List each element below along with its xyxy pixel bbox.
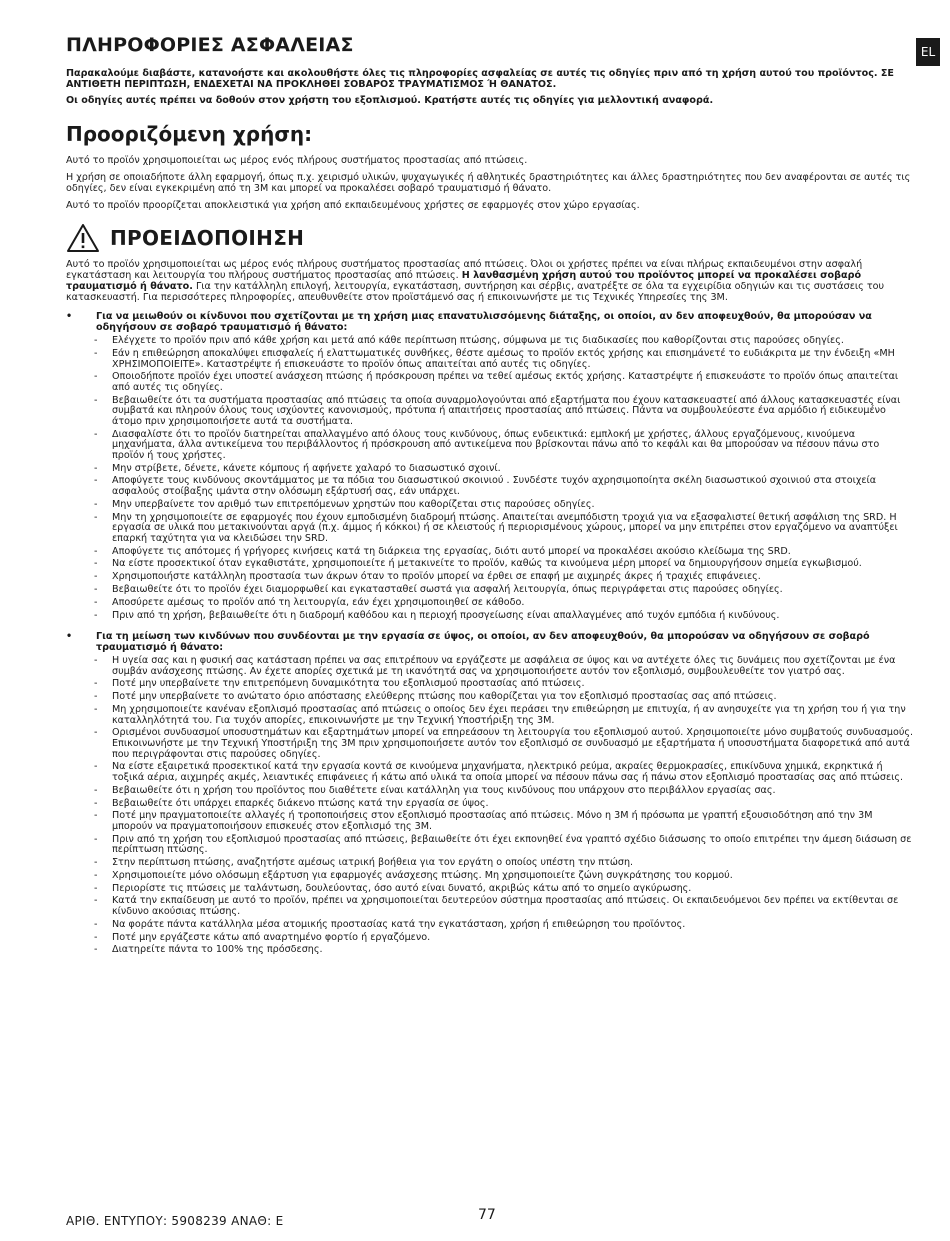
intended-use-paragraph: Αυτό το προϊόν χρησιμοποιείται ως μέρος ενός πλήρους συστήματος προστασίας από πτώσεις. (66, 155, 528, 167)
warning-item (94, 598, 914, 609)
warning-item-text: Ορισμένοι συνδυασμοί υποσυστημάτων και εξαρτημάτων μπορεί να επηρεάσουν τη λειτουργία του εξοπλισμού αυτού. Χρησιμοποιείτε μόνο συμβατούς συνδυασμούς. Επικοινωνήστε με την Τεχνική Υποστήριξη της 3M πριν χρησιμοποιήσετε αυτόν τον εξοπλισμό σε συνδυασμό με εξαρτήματα ή υποσυστήματα διαφορετικά από αυτά που περιγράφονται στις παρούσες οδηγίες. (112, 727, 914, 760)
warning-intro-start: Αυτό το προϊόν χρησιμοποιείται ως μέρος ενός πλήρους συστήματος προστασίας από πτώσεις. Όλοι οι χρήστες πρέπει να είναι πλήρως εκπαιδευμένοι στην ασφαλή εγκατάσταση και λειτουργία του πλήρους συστήματος προστασίας από πτώσεις. (66, 259, 863, 282)
dash-icon: - (94, 475, 98, 487)
warning-heading: ΠΡΟΕΙΔΟΠΟΙΗΣΗ (110, 226, 305, 251)
warning-item-text: Ποτέ μην πραγματοποιείτε αλλαγές ή τροποποιήσεις στον εξοπλισμό προστασίας από πτώσεις. Μόνο η 3M ή πρόσωπα με γραπτή εξουσιοδότηση από την 3M μπορούν να πραγματοποιήσουν επισκευές στον εξοπλισμό της 3M. (112, 810, 873, 832)
dash-icon: - (94, 545, 98, 557)
dash-icon: - (94, 335, 98, 347)
dash-icon: - (94, 833, 98, 845)
warning-item (94, 372, 914, 393)
warning-item (94, 692, 914, 703)
warning-item-text: Βεβαιωθείτε ότι υπάρχει επαρκές διάκενο πτώσης κατά την εργασία σε ύψος. (112, 797, 489, 809)
warning-item-text: Χρησιμοποιείτε μόνο ολόσωμη εξάρτυση για εφαρμογές ανάσχεσης πτώσης. Μη χρησιμοποιείτε ζώνη συγκράτησης του κορμού. (112, 869, 733, 881)
warning-item-list (66, 336, 914, 621)
warning-groups (66, 311, 914, 956)
warning-item-text: Βεβαιωθείτε ότι η χρήση του προϊόντος που διαθέτετε είναι κατάλληλη για τους κινδύνους που υπάρχουν στο περιβάλλον εργασίας σας. (112, 784, 776, 796)
language-tab: EL (916, 38, 940, 66)
warning-item (94, 513, 914, 545)
warning-item-text: Βεβαιωθείτε ότι τα συστήματα προστασίας από πτώσεις τα οποία συναρμολογούνται από εξαρτήματα που έχουν κατασκευαστεί από άλλους κατασκευαστές είναι συμβατά και πληρούν όλους τους ισχύοντες κανονισμούς, πρότυπα ή απαιτήσεις προστασίας από πτώσεις. Πάντα να συμβουλεύεστε ένα αρμόδιο ή ειδικευμένο άτομο πριν χρησιμοποιήσετε αυτά τα συστήματα. (112, 394, 901, 427)
warning-intro-end: Για την κατάλληλη επιλογή, λειτουργία, εγκατάσταση, συντήρηση και σέρβις, ανατρέξτε σε όλα τα εγχειρίδια οδηγιών και τις συστάσεις του κατασκευαστή. Για περισσότερες πληροφορίες, απευθυνθείτε στον προϊστάμενό σας ή επικοινωνήστε με τις Τεχνικές Υπηρεσίες της 3M. (66, 281, 885, 304)
dash-icon: - (94, 704, 98, 716)
warning-item-text: Να φοράτε πάντα κατάλληλα μέσα ατομικής προστασίας κατά την εγκατάσταση, χρήση ή επιθεώρηση του προϊόντος. (112, 918, 686, 930)
dash-icon: - (94, 869, 98, 881)
warning-item (94, 762, 914, 783)
warning-item (94, 611, 914, 622)
dash-icon: - (94, 498, 98, 510)
page-content (66, 34, 914, 966)
warning-item-text: Μη χρησιμοποιείτε κανέναν εξοπλισμό προστασίας από πτώσεις ο οποίος δεν έχει περάσει την επιθεώρηση με επιτυχία, ή αν ανησυχείτε για τη χρήση του ή για την καταλληλότητά του. Για τυχόν απορίες, επικοινωνήστε με την Τεχνική Υποστήριξη της 3M. (112, 704, 906, 726)
intro-warning-bold: Παρακαλούμε διαβάστε, κατανοήστε και ακολουθήστε όλες τις πληροφορίες ασφαλείας σε αυτές τις οδηγίες πριν από τη χρήση αυτού του προϊόντος. ΣΕ ΑΝΤΙΘΕΤΗ ΠΕΡΙΠΤΩΣΗ, ΕΝΔΕΧΕΤΑΙ ΝΑ ΠΡΟΚΛΗΘΕΙ ΣΟΒΑΡΟΣ ΤΡΑΥΜΑΤΙΣΜΟΣ Ή ΘΑΝΑΤΟΣ. (66, 68, 894, 91)
warning-item-text: Ποτέ μην υπερβαίνετε την επιτρεπόμενη δυναμικότητα του εξοπλισμού προστασίας από πτώσεις. (112, 678, 585, 690)
warning-item (94, 500, 914, 511)
warning-item (94, 430, 914, 462)
dash-icon: - (94, 655, 98, 667)
dash-icon: - (94, 882, 98, 894)
dash-icon: - (94, 678, 98, 690)
dash-icon: - (94, 428, 98, 440)
dash-icon: - (94, 371, 98, 383)
dash-icon: - (94, 918, 98, 930)
intended-use-heading: Προοριζόμενη χρήση: (66, 122, 313, 147)
warning-item-text: Στην περίπτωση πτώσης, αναζητήστε αμέσως ιατρική βοήθεια για τον εργάτη ο οποίος υπέστη την πτώση. (112, 857, 634, 869)
dash-icon: - (94, 944, 98, 956)
warning-item-text: Μην τη χρησιμοποιείτε σε εφαρμογές που έχουν εμποδισμένη διαδρομή πτώσης. Απαιτείται ανεμπόδιστη τροχιά για να εξασφαλιστεί θετική ασφάλιση της SRD. Η εργασία σε υλικά που μετακινούνται αργά (π.χ. άμμος ή κόκκοι) ή σε κλειστούς ή περιορισμένους χώρους, μπορεί να μην επιτρέπει στον εργαζόμενο να αναπτύξει επαρκή ταχύτητα για να κλειδώσει την SRD. (112, 511, 898, 544)
bullet-icon: • (66, 631, 73, 643)
warning-item (94, 786, 914, 797)
dash-icon: - (94, 691, 98, 703)
warning-item-text: Να είστε προσεκτικοί όταν εγκαθιστάτε, χρησιμοποιείτε ή μετακινείτε το προϊόν, καθώς τα κινούμενα μέρη μπορεί να δημιουργήσουν σημεία εγκωβισμού. (112, 558, 862, 570)
warning-item-text: Αποφύγετε τις απότομες ή γρήγορες κινήσεις κατά τη διάρκεια της εργασίας, διότι αυτό μπορεί να προκαλέσει ακούσιο κλείδωμα της SRD. (112, 545, 791, 557)
dash-icon: - (94, 462, 98, 474)
warning-item (94, 585, 914, 596)
dash-icon: - (94, 571, 98, 583)
form-number: ΑΡΙΘ. ΕΝΤΥΠΟΥ: 5908239 ΑΝΑΘ: E (66, 1214, 284, 1228)
warning-group-heading (66, 311, 914, 333)
warning-item (94, 858, 914, 869)
warning-item (94, 728, 914, 760)
warning-item-text: Ελέγχετε το προϊόν πριν από κάθε χρήση και μετά από κάθε περίπτωση πτώσης, σύμφωνα με τις διαδικασίες που καθορίζονται στις παρούσες οδηγίες. (112, 335, 844, 347)
intended-use-paragraph: Αυτό το προϊόν προορίζεται αποκλειστικά για χρήση από εκπαιδευμένους χρήστες σε εφαρμογές στον χώρο εργασίας. (66, 200, 640, 212)
warning-item-text: Η υγεία σας και η φυσική σας κατάσταση πρέπει να σας επιτρέπουν να εργάζεστε με ασφάλεια σε ύψος και να αντέχετε όλες τις δυνάμεις που σχετίζονται με ένα συμβάν ανάσχεσης πτώσης. Αν έχετε απορίες σχετικά με τη ικανότητά σας να χρησιμοποιήσετε αυτόν τον εξοπλισμό, συμβουλευθείτε τον γιατρό σας. (112, 655, 896, 677)
dash-icon: - (94, 394, 98, 406)
warning-item-text: Αποφύγετε τους κινδύνους σκοντάμματος με τα πόδια του διασωστικού σκοινιού . Συνδέστε τυχόν αχρησιμοποίητα σκέλη διασωστικού σχοινιού στα στοιχεία ασφαλούς στοίβαξης ιμάντα στην ολόσωμη εξάρτυσή σας, εάν υπάρχει. (112, 475, 877, 498)
page-title: ΠΛΗΡΟΦΟΡΙΕΣ ΑΣΦΑΛΕΙΑΣ (66, 34, 354, 56)
warning-item-text: Χρησιμοποιήστε κατάλληλη προστασία των άκρων όταν το προϊόν μπορεί να έρθει σε επαφή με αιχμηρές άκρες ή τραχιές επιφάνειες. (112, 571, 761, 583)
warning-item-text: Κατά την εκπαίδευση με αυτό το προϊόν, πρέπει να χρησιμοποιείται δευτερεύον σύστημα προστασίας από πτώσεις. Οι εκπαιδευόμενοι δεν πρέπει να εκτίθενται σε κίνδυνο ακούσιας πτώσης. (112, 895, 899, 917)
intended-use-paragraph: Η χρήση σε οποιαδήποτε άλλη εφαρμογή, όπως π.χ. χειρισμό υλικών, ψυχαγωγικές ή αθλητικές δραστηριότητες και άλλες δραστηριότητες που δεν αναφέρονται σε αυτές τις οδηγίες, δεν είναι εγκεκριμένη από τη 3M και μπορεί να προκαλέσει σοβαρό τραυματισμό ή θάνατο. (66, 172, 911, 195)
warning-item (94, 811, 914, 832)
warning-item-text: Περιορίστε τις πτώσεις με ταλάντωση, δουλεύοντας, όσο αυτό είναι δυνατό, ακριβώς κάτω από το σημείο αγκύρωσης. (112, 882, 692, 894)
dash-icon: - (94, 895, 98, 907)
warning-item (94, 679, 914, 690)
page-number: 77 (478, 1207, 496, 1223)
dash-icon: - (94, 596, 98, 608)
warning-item-text: Μην στρίβετε, δένετε, κάνετε κόμπους ή αφήνετε χαλαρό το διασωστικό σχοινί. (112, 462, 501, 474)
warning-item-text: Βεβαιωθείτε ότι το προϊόν έχει διαμορφωθεί και εγκατασταθεί σωστά για ασφαλή λειτουργία, όπως περιγράφεται στις παρούσες οδηγίες. (112, 583, 783, 595)
dash-icon: - (94, 931, 98, 943)
warning-item-text: Μην υπερβαίνετε τον αριθμό των επιτρεπόμενων χρηστών που καθορίζεται στις παρούσες οδηγίες. (112, 498, 595, 510)
dash-icon: - (94, 511, 98, 523)
warning-item-list (66, 656, 914, 956)
dash-icon: - (94, 797, 98, 809)
warning-item (94, 572, 914, 583)
warning-item-text: Οποιοδήποτε προϊόν έχει υποστεί ανάσχεση πτώσης ή πρόσκρουση πρέπει να τεθεί αμέσως εκτός χρήσης. Καταστρέψτε ή επισκευάστε το προϊόν όπως απαιτείται από αυτές τις οδηγίες. (112, 371, 899, 393)
warning-item (94, 656, 914, 677)
dash-icon: - (94, 727, 98, 739)
warning-item (94, 349, 914, 370)
warning-item (94, 835, 914, 856)
warning-item (94, 464, 914, 475)
warning-item (94, 945, 914, 956)
warning-header (66, 223, 914, 253)
dash-icon: - (94, 558, 98, 570)
dash-icon: - (94, 348, 98, 359)
warning-item (94, 559, 914, 570)
warning-item (94, 705, 914, 726)
dash-icon: - (94, 810, 98, 822)
warning-group-heading (66, 631, 914, 653)
warning-group (66, 311, 914, 621)
dash-icon: - (94, 784, 98, 796)
dash-icon: - (94, 761, 98, 773)
intro-instructions-bold: Οι οδηγίες αυτές πρέπει να δοθούν στον χρήστη του εξοπλισμού. Κρατήστε αυτές τις οδηγίες για μελλοντική αναφορά. (66, 94, 714, 106)
warning-item (94, 476, 914, 497)
warning-item-text: Αποσύρετε αμέσως το προϊόν από τη λειτουργία, εάν έχει χρησιμοποιηθεί σε κάθοδο. (112, 596, 525, 608)
warning-item-text: Διατηρείτε πάντα το 100% της πρόσδεσης. (112, 944, 323, 956)
warning-intro (66, 259, 914, 303)
warning-group (66, 631, 914, 956)
dash-icon: - (94, 857, 98, 869)
bullet-icon: • (66, 311, 73, 323)
warning-item-text: Πριν από τη χρήση του εξοπλισμού προστασίας από πτώσεις, βεβαιωθείτε ότι έχει εκπονηθεί ένα γραπτό σχέδιο διάσωσης το οποίο επιτρέπει την άμεση διάσωση σε περίπτωση πτώσης. (112, 833, 912, 856)
warning-item-text: Πριν από τη χρήση, βεβαιωθείτε ότι η διαδρομή καθόδου και η περιοχή προσγείωσης είναι απαλλαγμένες από τυχόν εμπόδια ή κινδύνους. (112, 609, 780, 621)
warning-item (94, 871, 914, 882)
warning-item (94, 336, 914, 347)
dash-icon: - (94, 583, 98, 595)
warning-item (94, 547, 914, 558)
warning-item-text: Εάν η επιθεώρηση αποκαλύψει επισφαλείς ή ελαττωματικές συνθήκες, θέστε αμέσως το προϊόν εκτός χρήσης και επισημάνετέ το ευδιάκριτα με την ένδειξη «ΜΗ ΧΡΗΣΙΜΟΠΟΙΕΙΤΕ». Καταστρέψτε ή επισκευάστε το προϊόν όπως απαιτείται από αυτές τις οδηγίες. (112, 348, 895, 370)
warning-group-heading-text: Για να μειωθούν οι κίνδυνοι που σχετίζονται με τη χρήση μιας επανατυλισσόμενης διάταξης, οι οποίοι, αν δεν αποφευχθούν, θα μπορούσαν να οδηγήσουν σε σοβαρό τραυματισμό ή θάνατο: (96, 311, 872, 334)
warning-item-text: Ποτέ μην εργάζεστε κάτω από αναρτημένο φορτίο ή εργαζόμενο. (112, 931, 431, 943)
warning-item (94, 920, 914, 931)
dash-icon: - (94, 609, 98, 621)
warning-item (94, 396, 914, 428)
warning-item-text: Ποτέ μην υπερβαίνετε το ανώτατο όριο απόστασης ελεύθερης πτώσης που καθορίζεται για τον εξοπλισμό προστασίας σας από πτώσεις. (112, 691, 777, 703)
warning-item (94, 933, 914, 944)
warning-item (94, 799, 914, 810)
warning-group-heading-text: Για τη μείωση των κινδύνων που συνδέονται με την εργασία σε ύψος, οι οποίοι, αν δεν αποφευχθούν, θα μπορούσαν να οδηγήσουν σε σοβαρό τραυματισμό ή θάνατο: (96, 631, 870, 654)
warning-item-text: Να είστε εξαιρετικά προσεκτικοί κατά την εργασία κοντά σε κινούμενα μηχανήματα, ηλεκτρικό ρεύμα, ακραίες θερμοκρασίες, επικίνδυνα χημικά, εκρηκτικά ή τοξικά αέρια, αιχμηρές ακμές, λειαντικές επιφάνειες ή κάτω από υλικά τα οποία μπορεί να πέσουν πάνω σας ή πάνω στον εξοπλισμό προστασίας σας από πτώσεις. (112, 761, 904, 783)
warning-item-text: Διασφαλίστε ότι το προϊόν διατηρείται απαλλαγμένο από όλους τους κινδύνους, όπως ενδεικτικά: εμπλοκή με χρήστες, άλλους εργαζόμενους, κινούμενα μηχανήματα, άλλα αντικείμενα του περιβάλλοντος ή πρόσκρουση από αντικείμενα που βρίσκονται πάνω από το κεφάλι και θα μπορούσαν να πέσουν πάνω στο προϊόν ή τους χρήστες. (112, 428, 880, 461)
warning-item (94, 884, 914, 895)
warning-intro-bold: Η λανθασμένη χρήση αυτού του προϊόντος μπορεί να προκαλέσει σοβαρό τραυματισμό ή θάνατο. (66, 270, 862, 293)
warning-item (94, 896, 914, 917)
warning-triangle-icon (66, 223, 100, 253)
